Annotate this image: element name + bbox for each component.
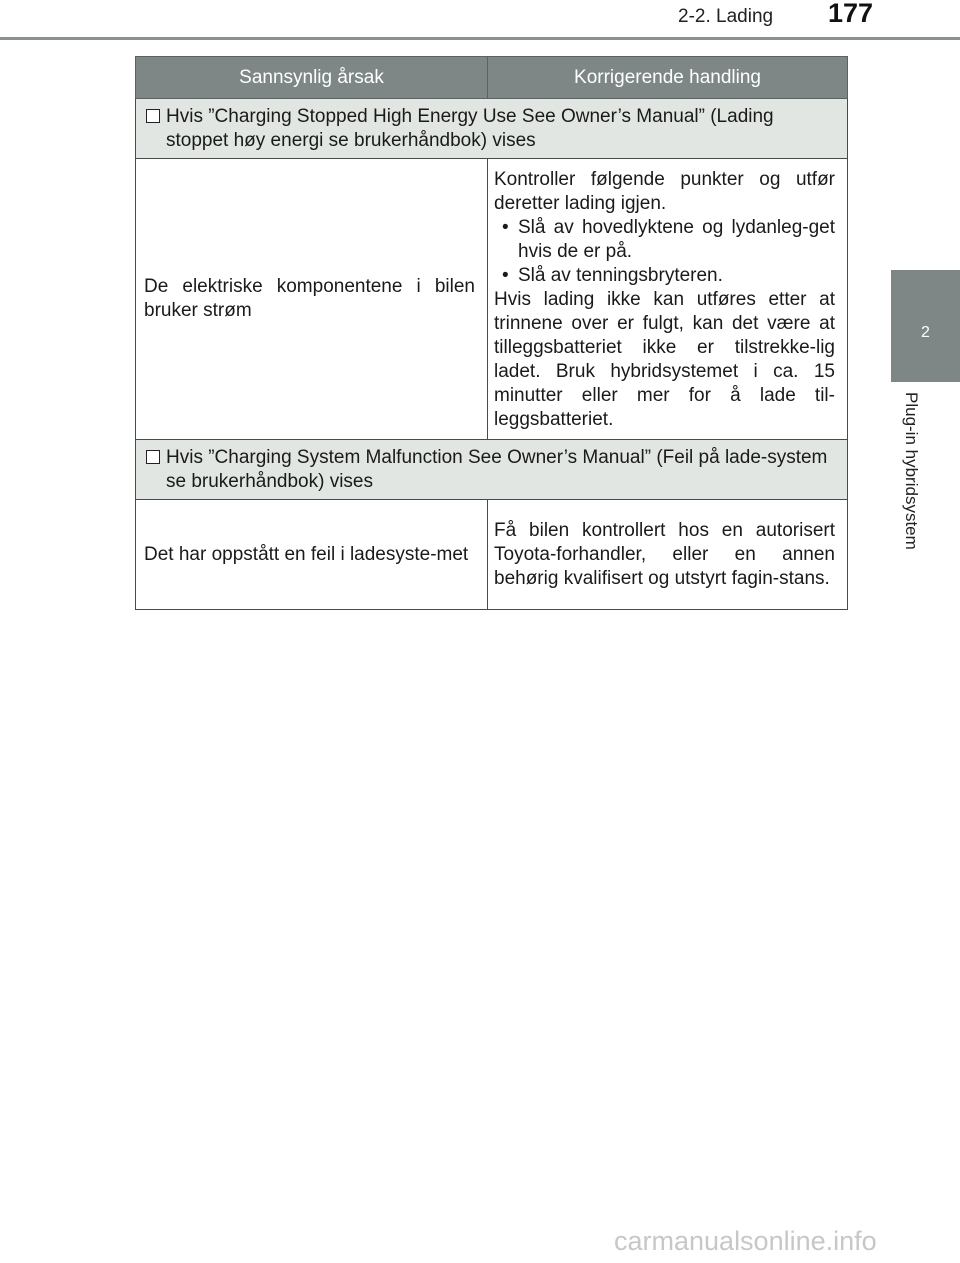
chapter-tab bbox=[891, 270, 960, 382]
watermark: carmanualsonline.info bbox=[614, 1226, 877, 1256]
page-number: 177 bbox=[828, 0, 874, 28]
table-row bbox=[136, 159, 848, 440]
action-intro: Kontroller følgende punkter og utfør deretter lading igjen. bbox=[494, 168, 835, 214]
section-title: 2-2. Lading bbox=[678, 6, 774, 27]
condition-cell bbox=[136, 440, 848, 500]
cause-cell: Det har oppstått en feil i ladesyste-met bbox=[136, 500, 488, 610]
condition-cell bbox=[136, 99, 848, 159]
condition-text: Hvis ”Charging Stopped High Energy Use See Owner’s Manual” (Lading stoppet høy energi se brukerhåndbok) vises bbox=[166, 106, 774, 151]
cause-cell: De elektriske komponentene i bilen bruker strøm bbox=[136, 159, 488, 440]
action-cell bbox=[488, 500, 848, 610]
chapter-number: 2 bbox=[921, 324, 930, 341]
checkbox-square-icon bbox=[146, 450, 160, 464]
action-outro: Hvis lading ikke kan utføres etter at trinnene over er fulgt, kan det være at tilleggsbatteriet ikke er tilstrekke-lig ladet. Bruk hybridsystemet i ca. 15 minutter eller mer for å lade til-leggsbatteriet. bbox=[494, 288, 835, 430]
table-row bbox=[136, 500, 848, 610]
header-divider bbox=[0, 37, 960, 40]
condition-text: Hvis ”Charging System Malfunction See Owner’s Manual” (Feil på lade-system se brukerhåndbok) vises bbox=[166, 447, 828, 492]
troubleshooting-table bbox=[135, 56, 848, 610]
action-cell bbox=[488, 159, 848, 440]
column-header-cause: Sannsynlig årsak bbox=[136, 57, 488, 99]
column-header-action: Korrigerende handling bbox=[488, 57, 848, 99]
chapter-label: Plug-in hybridsystem bbox=[902, 392, 921, 550]
action-bullet: • Slå av tenningsbryteren. bbox=[494, 264, 835, 288]
action-intro: Få bilen kontrollert hos en autorisert Toyota-forhandler, eller en annen behørig kvalifisert og utstyrt fagin-stans. bbox=[494, 520, 835, 589]
checkbox-square-icon bbox=[146, 109, 160, 123]
condition-row bbox=[136, 440, 848, 500]
table-header-row bbox=[136, 57, 848, 99]
action-bullet: • Slå av hovedlyktene og lydanleg-get hvis de er på. bbox=[494, 216, 835, 264]
condition-row bbox=[136, 99, 848, 159]
